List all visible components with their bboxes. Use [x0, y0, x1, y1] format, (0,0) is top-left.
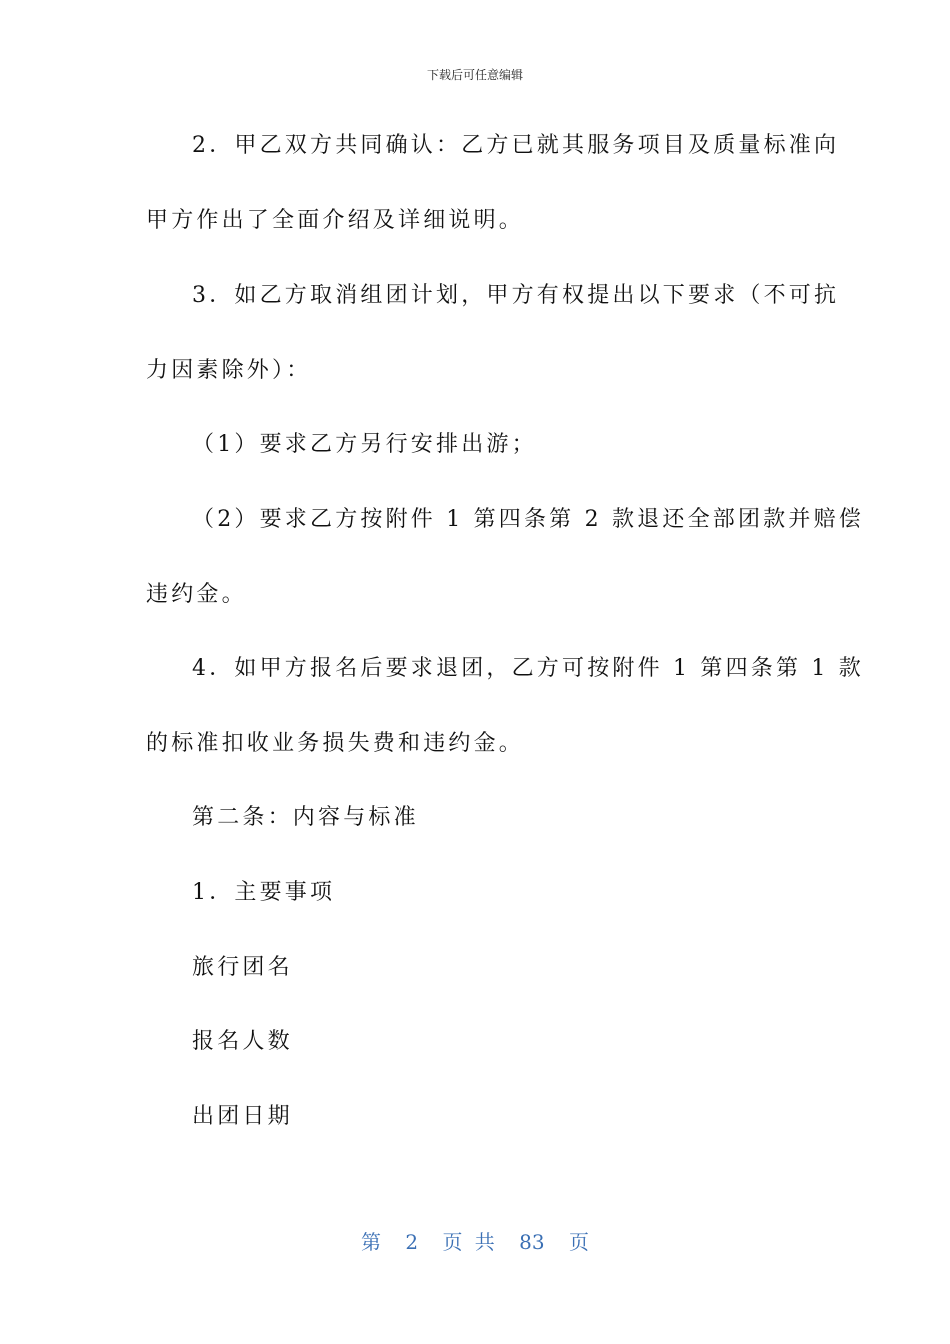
field-label: 旅行团名: [192, 955, 293, 980]
footer-total-pages: 83: [519, 1230, 545, 1254]
paragraph-line: 的标准扣收业务损失费和违约金。: [146, 731, 525, 756]
paragraph-line: 3．如乙方取消组团计划，甲方有权提出以下要求（不可抗: [192, 283, 840, 308]
item-heading: 1．主要事项: [192, 880, 336, 905]
paragraph-line: 力因素除外）：: [146, 358, 312, 383]
page-header: 下载后可任意编辑: [426, 68, 523, 82]
section-heading: 第二条：内容与标准: [192, 805, 419, 830]
field-label: 报名人数: [192, 1029, 293, 1054]
footer-suffix: 页: [568, 1230, 589, 1254]
field-label: 出团日期: [192, 1104, 293, 1129]
footer-middle: 页 共: [442, 1230, 495, 1254]
page-footer: [0, 1226, 950, 1255]
paragraph-line: 2．甲乙双方共同确认：乙方已就其服务项目及质量标准向: [192, 133, 840, 158]
paragraph-line: 4．如甲方报名后要求退团，乙方可按附件 1 第四条第 1 款: [192, 656, 864, 681]
paragraph-line: （1）要求乙方另行安排出游；: [192, 432, 537, 457]
paragraph-line: （2）要求乙方按附件 1 第四条第 2 款退还全部团款并赔偿: [192, 507, 864, 532]
paragraph-line: 违约金。: [146, 582, 247, 607]
paragraph-line: 甲方作出了全面介绍及详细说明。: [146, 208, 525, 233]
footer-prefix: 第: [361, 1230, 381, 1254]
footer-page-number: 2: [405, 1230, 419, 1254]
